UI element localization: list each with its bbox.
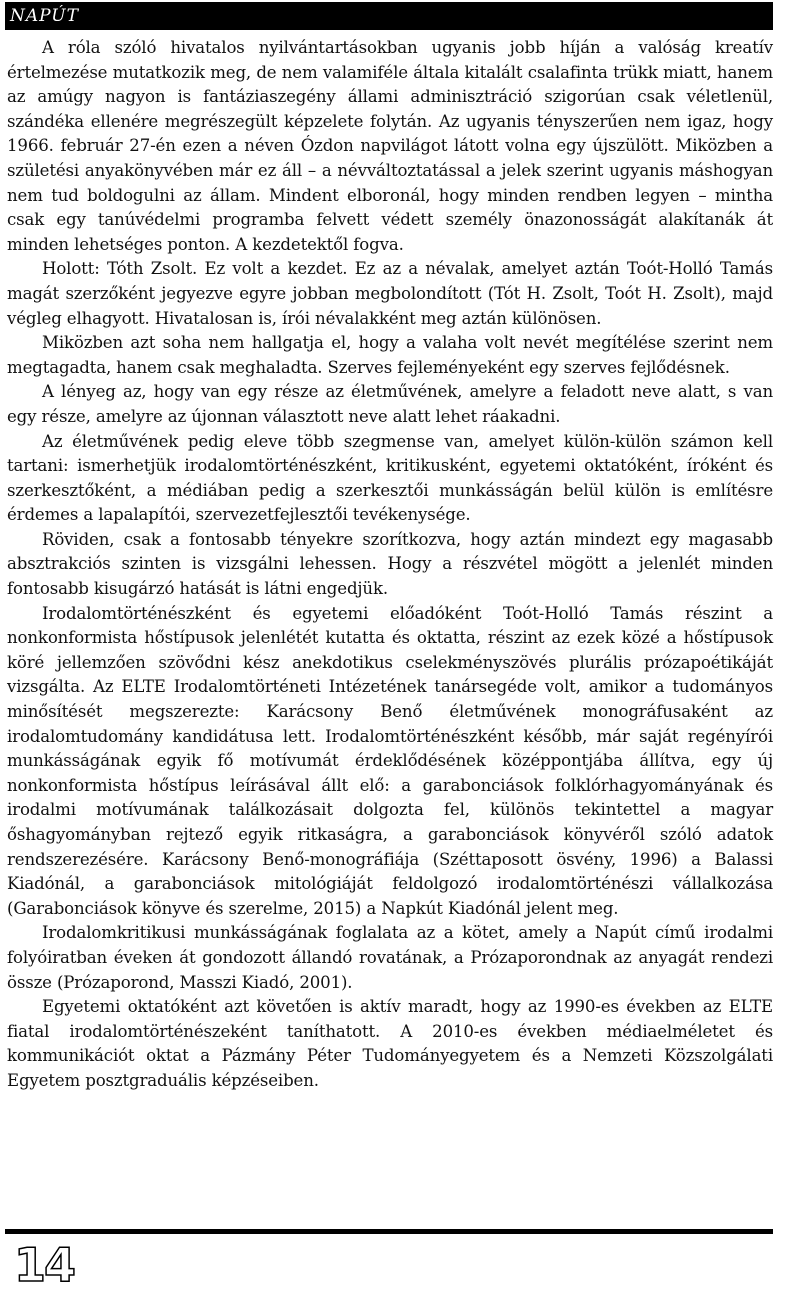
article-body	[7, 36, 773, 1094]
bottom-divider	[5, 1229, 773, 1234]
header-bar	[5, 2, 773, 30]
magazine-title: NAPÚT	[10, 6, 79, 26]
paragraph: Miközben azt soha nem hallgatja el, hogy a valaha volt nevét megítélése szerint nem megtagadta, hanem csak meghaladta. Szerves fejleményeként egy szerves fejlődésnek.	[7, 333, 773, 377]
paragraph: Röviden, csak a fontosabb tényekre szorítkozva, hogy aztán mindezt egy magasabb absztrakciós szinten is vizsgálni lehessen. Hogy a részvétel mögött a jelenlét minden fontosabb kisugárzó hatását is látni engedjük.	[7, 529, 773, 599]
paragraph: A róla szóló hivatalos nyilvántartásokban ugyanis jobb híján a valóság kreatív értelmezése mutatkozik meg, de nem valamiféle általa kitalált csalafinta trükk miatt, hanem az amúgy nagyon is fantáziaszegény állami adminisztráció szigorúan csak véletlenül, szándéka ellenére megrészegült képzelete folytán. Az ugyanis tényszerűen nem igaz, hogy 1966. február 27-én ezen a néven Ózdon napvilágot látott volna egy újszülött. Miközben a születési anyakönyvében már ez áll – a névváltoztatással a jelek szerint ugyanis máshogyan nem tud boldogulni az állam. Mindent elboronál, hogy minden rendben legyen – mintha csak egy tanúvédelmi programba felvett védett személy önazonosságát alakítanák át minden lehetséges ponton. A kezdetektől fogva.	[7, 38, 773, 254]
paragraph: A lényeg az, hogy van egy része az életművének, amelyre a feladott neve alatt, s van egy része, amelyre az újonnan választott neve alatt lehet ráakadni.	[7, 382, 773, 426]
paragraph: Egyetemi oktatóként azt követően is aktív maradt, hogy az 1990-es években az ELTE fiatal irodalomtörténészeként taníthatott. A 2010-es években médiaelméletet és kommunikációt oktat a Pázmány Péter Tudományegyetem és a Nemzeti Közszolgálati Egyetem posztgraduális képzéseiben.	[7, 997, 773, 1090]
paragraph: Az életművének pedig eleve több szegmense van, amelyet külön-külön számon kell tartani: ismerhetjük irodalomtörténészként, kritikusként, egyetemi oktatóként, íróként és szerkesztőként, a médiában pedig a szerkesztői munkásságán belül külön is említésre érdemes a lapalapítói, szervezetfejlesztői tevékenysége.	[7, 431, 773, 525]
paragraph: Holott: Tóth Zsolt. Ez volt a kezdet. Ez az a névalak, amelyet aztán Toót-Holló Tamás magát szerzőként jegyezve egyre jobban megbolondított (Tót H. Zsolt, Toót H. Zsolt), majd végleg elhagyott. Hivatalosan is, írói névalakként meg aztán különösen.	[7, 259, 773, 328]
page-number: 14	[14, 1238, 75, 1292]
paragraph: Irodalomkritikusi munkásságának foglalata az a kötet, amely a Napút című irodalmi folyóiratban éveken át gondozott állandó rovatának, a Prózaporondnak az anyagát rendezi össze (Prózaporond, Masszi Kiadó, 2001).	[7, 923, 773, 992]
paragraph: Irodalomtörténészként és egyetemi előadóként Toót-Holló Tamás részint a nonkonformista hőstípusok jelenlétét kutatta és oktatta, részint az ezek közé a hőstípusok köré jellemzően szövődni kész anekdotikus cselekményszövés plurális prózapoétikáját vizsgálta. Az ELTE Irodalomtörténeti Intézetének tanársegéde volt, amikor a tudományos minősítését megszerezte: Karácsony Benő életművének monográfusaként az irodalomtudomány kandidátusa lett. Irodalomtörténészként később, már saját regényírói munkásságának egyik fő motívumát érdeklődésének középpontjába állítva, egy új nonkonformista hőstípus leírásával állt elő: a garabonciások folklórhagyományának és irodalmi motívumának találkozásait dolgozta fel, különös tekintettel a magyar őshagyományban rejtező egyik ritkaságra, a garabonciások könyvéről szóló adatok rendszerezésére. Karácsony Benő-monográfiája (Széttaposott ösvény, 1996) a Balassi Kiadónál, a garabonciások mitológiáját feldolgozó irodalomtörténészi vállalkozása (Garabonciások könyve és szerelme, 2015) a Napkút Kiadónál jelent meg.	[7, 603, 773, 918]
